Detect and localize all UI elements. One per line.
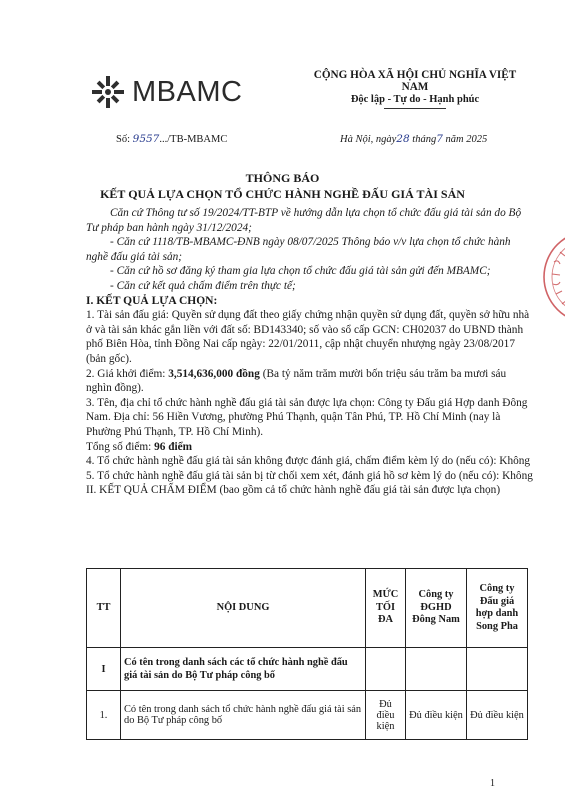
document-number xyxy=(116,133,227,145)
preamble-3: - Căn cứ hồ sơ đăng ký tham gia lựa chọn tổ chức đấu giá tài sản gửi đến MBAMC; xyxy=(110,265,491,278)
logo-text: MBAMC xyxy=(132,75,243,108)
row-tt: 1. xyxy=(87,691,121,740)
mbamc-logo xyxy=(88,72,242,112)
rejected-item: 5. Tổ chức hành nghề đấu giá tài sản bị từ chối xem xét, đánh giá hồ sơ kèm lý do (nếu có): Không xyxy=(86,469,533,482)
start-price-value: 3,514,636,000 đồng xyxy=(168,367,260,380)
document-date xyxy=(340,133,487,145)
page-number: 1 xyxy=(490,778,495,789)
document-body xyxy=(86,206,534,498)
nation-title: CỘNG HÒA XÃ HỘI CHỦ NGHĨA VIỆT NAM xyxy=(313,69,517,93)
row-org-2: Đủ điều kiện xyxy=(467,691,528,740)
doc-subtitle: KẾT QUẢ LỰA CHỌN TỔ CHỨC HÀNH NGHỀ ĐẤU GIÁ TÀI SẢN xyxy=(100,187,465,201)
row-org-1 xyxy=(406,648,467,691)
table-row xyxy=(87,648,528,691)
national-header xyxy=(300,69,530,109)
number-label: Số: xyxy=(116,134,131,145)
row-max: Đủ điều kiện xyxy=(366,691,406,740)
row-org-2 xyxy=(467,648,528,691)
row-org-1: Đủ điều kiện xyxy=(406,691,467,740)
start-price-item xyxy=(86,367,534,396)
header-org-1: Công ty ĐGHD Đông Nam xyxy=(406,569,467,648)
date-month: 7 xyxy=(436,133,443,145)
red-stamp xyxy=(538,222,565,332)
not-evaluated-item: 4. Tổ chức hành nghề đấu giá tài sản không được đánh giá, chấm điểm kèm lý do (nếu có): Không xyxy=(86,455,531,468)
date-year: năm 2025 xyxy=(445,134,488,145)
start-price-label: 2. Giá khởi điểm: xyxy=(86,367,169,380)
preamble-1: Căn cứ Thông tư số 19/2024/TT-BTP về hướng dẫn lựa chọn tổ chức đấu giá tài sản do Bộ Tư pháp ban hành ngày 31/12/2024; xyxy=(86,207,522,234)
section-2-heading: II. KẾT QUẢ CHẤM ĐIỂM (bao gồm cả tổ chức hành nghề đấu giá tài sản được lựa chọn) xyxy=(86,484,501,497)
total-score-label: Tổng số điểm: xyxy=(86,440,155,453)
preamble-2: - Căn cứ 1118/TB-MBAMC-ĐNB ngày 08/07/2025 Thông báo v/v lựa chọn tổ chức hành nghề đấu giá tài sản; xyxy=(86,236,511,263)
row-tt: I xyxy=(87,648,121,691)
date-month-label: tháng xyxy=(412,134,437,145)
date-day: 28 xyxy=(396,133,410,145)
score-table xyxy=(86,568,528,740)
doc-title: THÔNG BÁO xyxy=(245,171,320,185)
motto-underline xyxy=(384,108,446,109)
row-content: Có tên trong danh sách các tổ chức hành nghề đấu giá tài sản do Bộ Tư pháp công bố xyxy=(121,648,366,691)
selected-org-item: 3. Tên, địa chỉ tổ chức hành nghề đấu giá tài sản được lựa chọn: Công ty Đấu giá Hợp danh Đông Nam. Địa chỉ: 56 Hiền Vương, phường Phú Thạnh, quận Tân Phú, TP. Hồ Chí Minh (nay là Phường Phú Thạnh, TP. Hồ Chí Minh). xyxy=(86,396,528,438)
row-content: Có tên trong danh sách tổ chức hành nghề đấu giá tài sản do Bộ Tư pháp công bố xyxy=(121,691,366,740)
number-dots: ... xyxy=(159,134,168,145)
nation-motto: Độc lập - Tự do - Hạnh phúc xyxy=(350,94,480,105)
number-suffix: /TB-MBAMC xyxy=(167,134,228,145)
start-price-words: (Ba tỷ năm trăm mười bốn triệu sáu trăm ba mươi sáu nghìn đồng). xyxy=(86,367,507,395)
header-org-2: Công ty Đấu giá hợp danh Song Pha xyxy=(467,569,528,648)
total-score xyxy=(86,440,534,455)
table-row xyxy=(87,691,528,740)
row-max xyxy=(366,648,406,691)
mbamc-logo-icon xyxy=(88,72,128,112)
header-max: MỨC TỐI ĐA xyxy=(366,569,406,648)
preamble-4: - Căn cứ kết quả chấm điểm trên thực tế; xyxy=(110,279,296,292)
header-content: NỘI DUNG xyxy=(121,569,366,648)
header-tt: TT xyxy=(87,569,121,648)
date-prefix: Hà Nội, ngày xyxy=(340,134,397,145)
asset-item: 1. Tài sản đấu giá: Quyền sử dụng đất theo giấy chứng nhận quyền sử dụng đất, quyền sở hữu nhà ở và tài sản khác gắn liền với đất số: BD143340; số vào sổ cấp GCN: CH02037 do UBND thành phố Biên Hòa, tỉnh Đồng Nai cấp ngày: 22/01/2011, cập nhật chuyển nhượng ngày 23/08/2017 (bản gốc). xyxy=(86,309,530,365)
section-1-heading: I. KẾT QUẢ LỰA CHỌN: xyxy=(86,294,218,307)
number-handwritten: 9557 xyxy=(132,133,160,145)
total-score-value: 96 điểm xyxy=(154,440,193,453)
table-header-row xyxy=(87,569,528,648)
